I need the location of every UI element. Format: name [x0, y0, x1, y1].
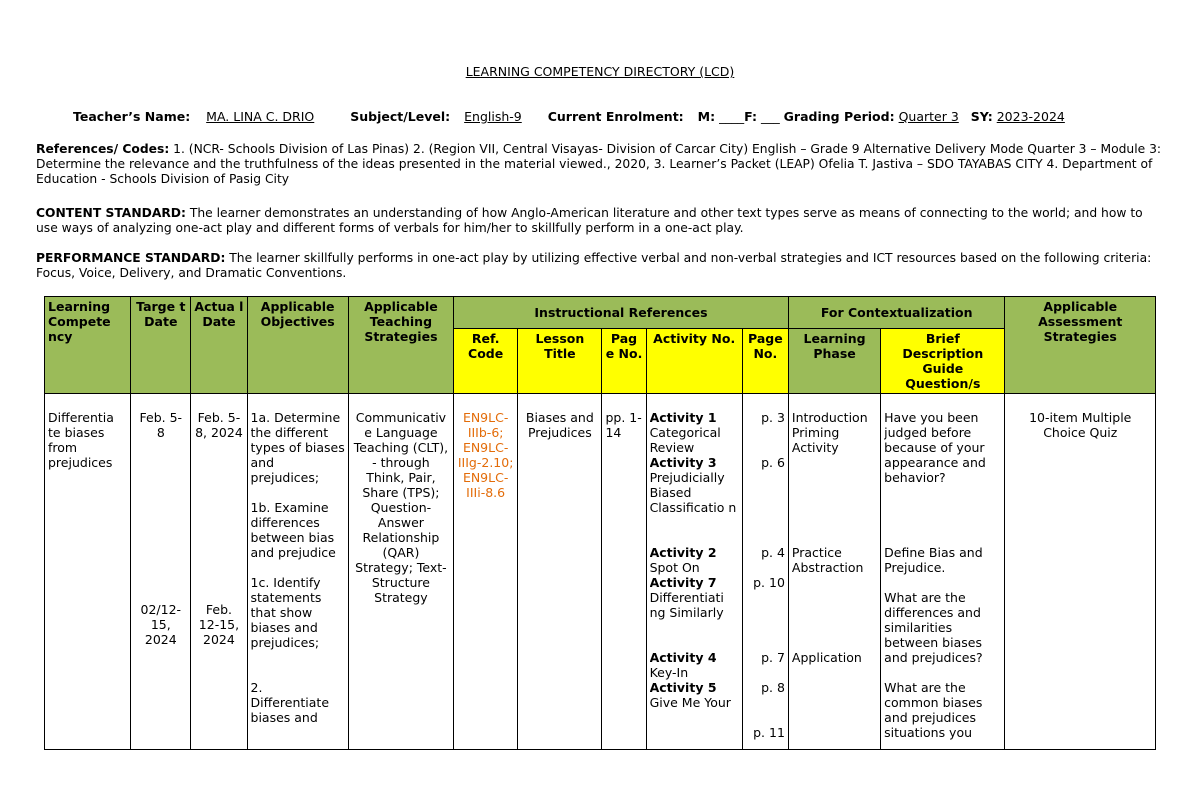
header-page-no: Pag e No.: [602, 329, 646, 394]
objective-1c: 1c. Identify statements that show biases and prejudices;: [250, 575, 322, 650]
header-lesson-title: Lesson Title: [518, 329, 602, 394]
target-date-cell: [131, 394, 191, 750]
lesson-title-cell: [518, 394, 602, 750]
activity-page-cell: [742, 394, 788, 750]
actual-date-2: Feb. 12-15, 2024: [198, 602, 240, 647]
activity-4-name: Key-In: [649, 665, 689, 680]
header-target-date: Targe t Date: [131, 297, 191, 394]
activity-5-name: Give Me Your: [649, 695, 731, 710]
header-instructional-references: Instructional References: [454, 297, 789, 329]
actual-date-cell: [191, 394, 247, 750]
phase-introduction: Introduction Priming Activity: [791, 410, 868, 455]
activity-4-label: Activity 4: [649, 650, 717, 665]
competency-cell: [45, 394, 131, 750]
objective-1b: 1b. Examine differences between bias and prejudice: [250, 500, 336, 560]
activity-7-name: Differentiati ng Similarly: [649, 590, 724, 620]
grading-label: Grading Period:: [783, 109, 895, 124]
male-label: M:: [697, 109, 716, 124]
header-teaching-strategies: Applicable Teaching Strategies: [348, 297, 453, 394]
competency-text: Differentia te biases from prejudices: [48, 410, 114, 470]
activity-1-label: Activity 1: [649, 410, 717, 425]
target-date-2: 02/12- 15, 2024: [140, 602, 182, 647]
activity-page-5: p. 7: [761, 650, 785, 665]
male-value: ____: [719, 109, 745, 124]
activity-page-6: p. 8: [761, 680, 785, 695]
enrolment-label: Current Enrolment:: [547, 109, 684, 124]
strategies-cell: [348, 394, 453, 750]
content-standard-text: The learner demonstrates an understanding of how Anglo-American literature and other text types serve as means of connecting to the world; and how to use ways of analyzing one-act play and different forms of verbals for him/her to skillfully perform in a one-act play.: [36, 206, 1143, 235]
header-page-no-2: Page No.: [742, 329, 788, 394]
description-4: What are the common biases and prejudices situations you: [884, 680, 983, 740]
page-title: LEARNING COMPETENCY DIRECTORY (LCD): [465, 64, 735, 79]
objective-2: 2. Differentiate biases and: [250, 680, 330, 725]
lcd-table: [44, 296, 1156, 750]
ref-code-cell: [454, 394, 518, 750]
header-contextualization: For Contextualization: [788, 297, 1005, 329]
page-no-text: pp. 1-14: [605, 410, 642, 440]
activity-1-name: Categorical Review: [649, 425, 721, 455]
content-standard-paragraph: [36, 206, 1166, 236]
description-cell: [881, 394, 1005, 750]
subject-label: Subject/Level:: [350, 109, 451, 124]
objectives-cell: [247, 394, 348, 750]
activity-page-4: p. 10: [753, 575, 785, 590]
header-learning-competency: Learning Compete ncy: [45, 297, 131, 394]
lesson-title-text: Biases and Prejudices: [525, 410, 594, 440]
activity-7-label: Activity 7: [649, 575, 717, 590]
learning-phase-cell: [788, 394, 880, 750]
activity-5-label: Activity 5: [649, 680, 717, 695]
sy-value: 2023-2024: [996, 109, 1065, 124]
female-label: F:: [744, 109, 757, 124]
objective-1a: 1a. Determine the different types of biases and prejudices;: [250, 410, 345, 485]
assessment-text: 10-item Multiple Choice Quiz: [1029, 410, 1132, 440]
activity-page-7: p. 11: [753, 725, 785, 740]
grading-value: Quarter 3: [898, 109, 959, 124]
teacher-label: Teacher’s Name:: [73, 109, 191, 124]
references-paragraph: [36, 142, 1166, 187]
performance-standard-paragraph: [36, 251, 1166, 281]
table-row: [45, 394, 1156, 750]
activity-3-label: Activity 3: [649, 455, 717, 470]
actual-date-1: Feb. 5- 8, 2024: [195, 410, 243, 440]
references-label: References/ Codes:: [36, 142, 170, 156]
header-ref-code: Ref. Code: [454, 329, 518, 394]
sy-label: SY:: [970, 109, 993, 124]
female-value: ___: [760, 109, 780, 124]
page-no-cell: [602, 394, 646, 750]
activity-page-3: p. 4: [761, 545, 785, 560]
references-text: 1. (NCR- Schools Division of Las Pinas) 2. (Region VII, Central Visayas- Division of Carcar City) English – Grade 9 Alternative Delivery Mode Quarter 3 – Module 3: Determine the relevance and the truthfulness of the ideas presented in the material viewed., 2020, 3. Learner’s Packet (LEAP) Ofelia T. Jastiva – SDO TAYABAS CITY 4. Department of Education - Schools Division of Pasig City: [36, 142, 1162, 186]
teacher-name: MA. LINA C. DRIO: [206, 109, 315, 124]
activity-page-2: p. 6: [761, 455, 785, 470]
strategies-text: Communicativ e Language Teaching (CLT), - through Think, Pair, Share (TPS); Question-Answer Relationship (QAR) Strategy; Text-Structure Strategy: [353, 410, 449, 605]
target-date-1: Feb. 5- 8: [139, 410, 183, 440]
phase-practice: Practice Abstraction: [791, 545, 864, 575]
subject-value: English-9: [464, 109, 522, 124]
header-info: [73, 109, 1065, 124]
activity-3-name: Prejudicially Biased Classificatio n: [649, 470, 737, 515]
performance-standard-label: PERFORMANCE STANDARD:: [36, 251, 226, 265]
description-1: Have you been judged before because of your appearance and behavior?: [884, 410, 986, 485]
content-standard-label: CONTENT STANDARD:: [36, 206, 186, 220]
performance-standard-text: The learner skillfully performs in one-act play by utilizing effective verbal and non-verbal strategies and ICT resources based on the following criteria: Focus, Voice, Delivery, and Dramatic Conventions.: [36, 251, 1152, 280]
assessment-cell: [1005, 394, 1156, 750]
activity-2-name: Spot On: [649, 560, 700, 575]
description-2: Define Bias and Prejudice.: [884, 545, 983, 575]
activity-2-label: Activity 2: [649, 545, 717, 560]
activity-cell: [646, 394, 742, 750]
header-brief-description: Brief Description Guide Question/s: [881, 329, 1005, 394]
phase-application: Application: [791, 650, 862, 665]
description-3: What are the differences and similarities between biases and prejudices?: [884, 590, 983, 665]
header-assessment: Applicable Assessment Strategies: [1005, 297, 1156, 394]
header-activity-no: Activity No.: [646, 329, 742, 394]
header-learning-phase: Learning Phase: [788, 329, 880, 394]
activity-page-1: p. 3: [761, 410, 785, 425]
ref-codes-text: EN9LC-IIIb-6; EN9LC-IIIg-2.10; EN9LC-IIIi-8.6: [457, 410, 514, 500]
header-objectives: Applicable Objectives: [247, 297, 348, 394]
header-actual-date: Actua l Date: [191, 297, 247, 394]
